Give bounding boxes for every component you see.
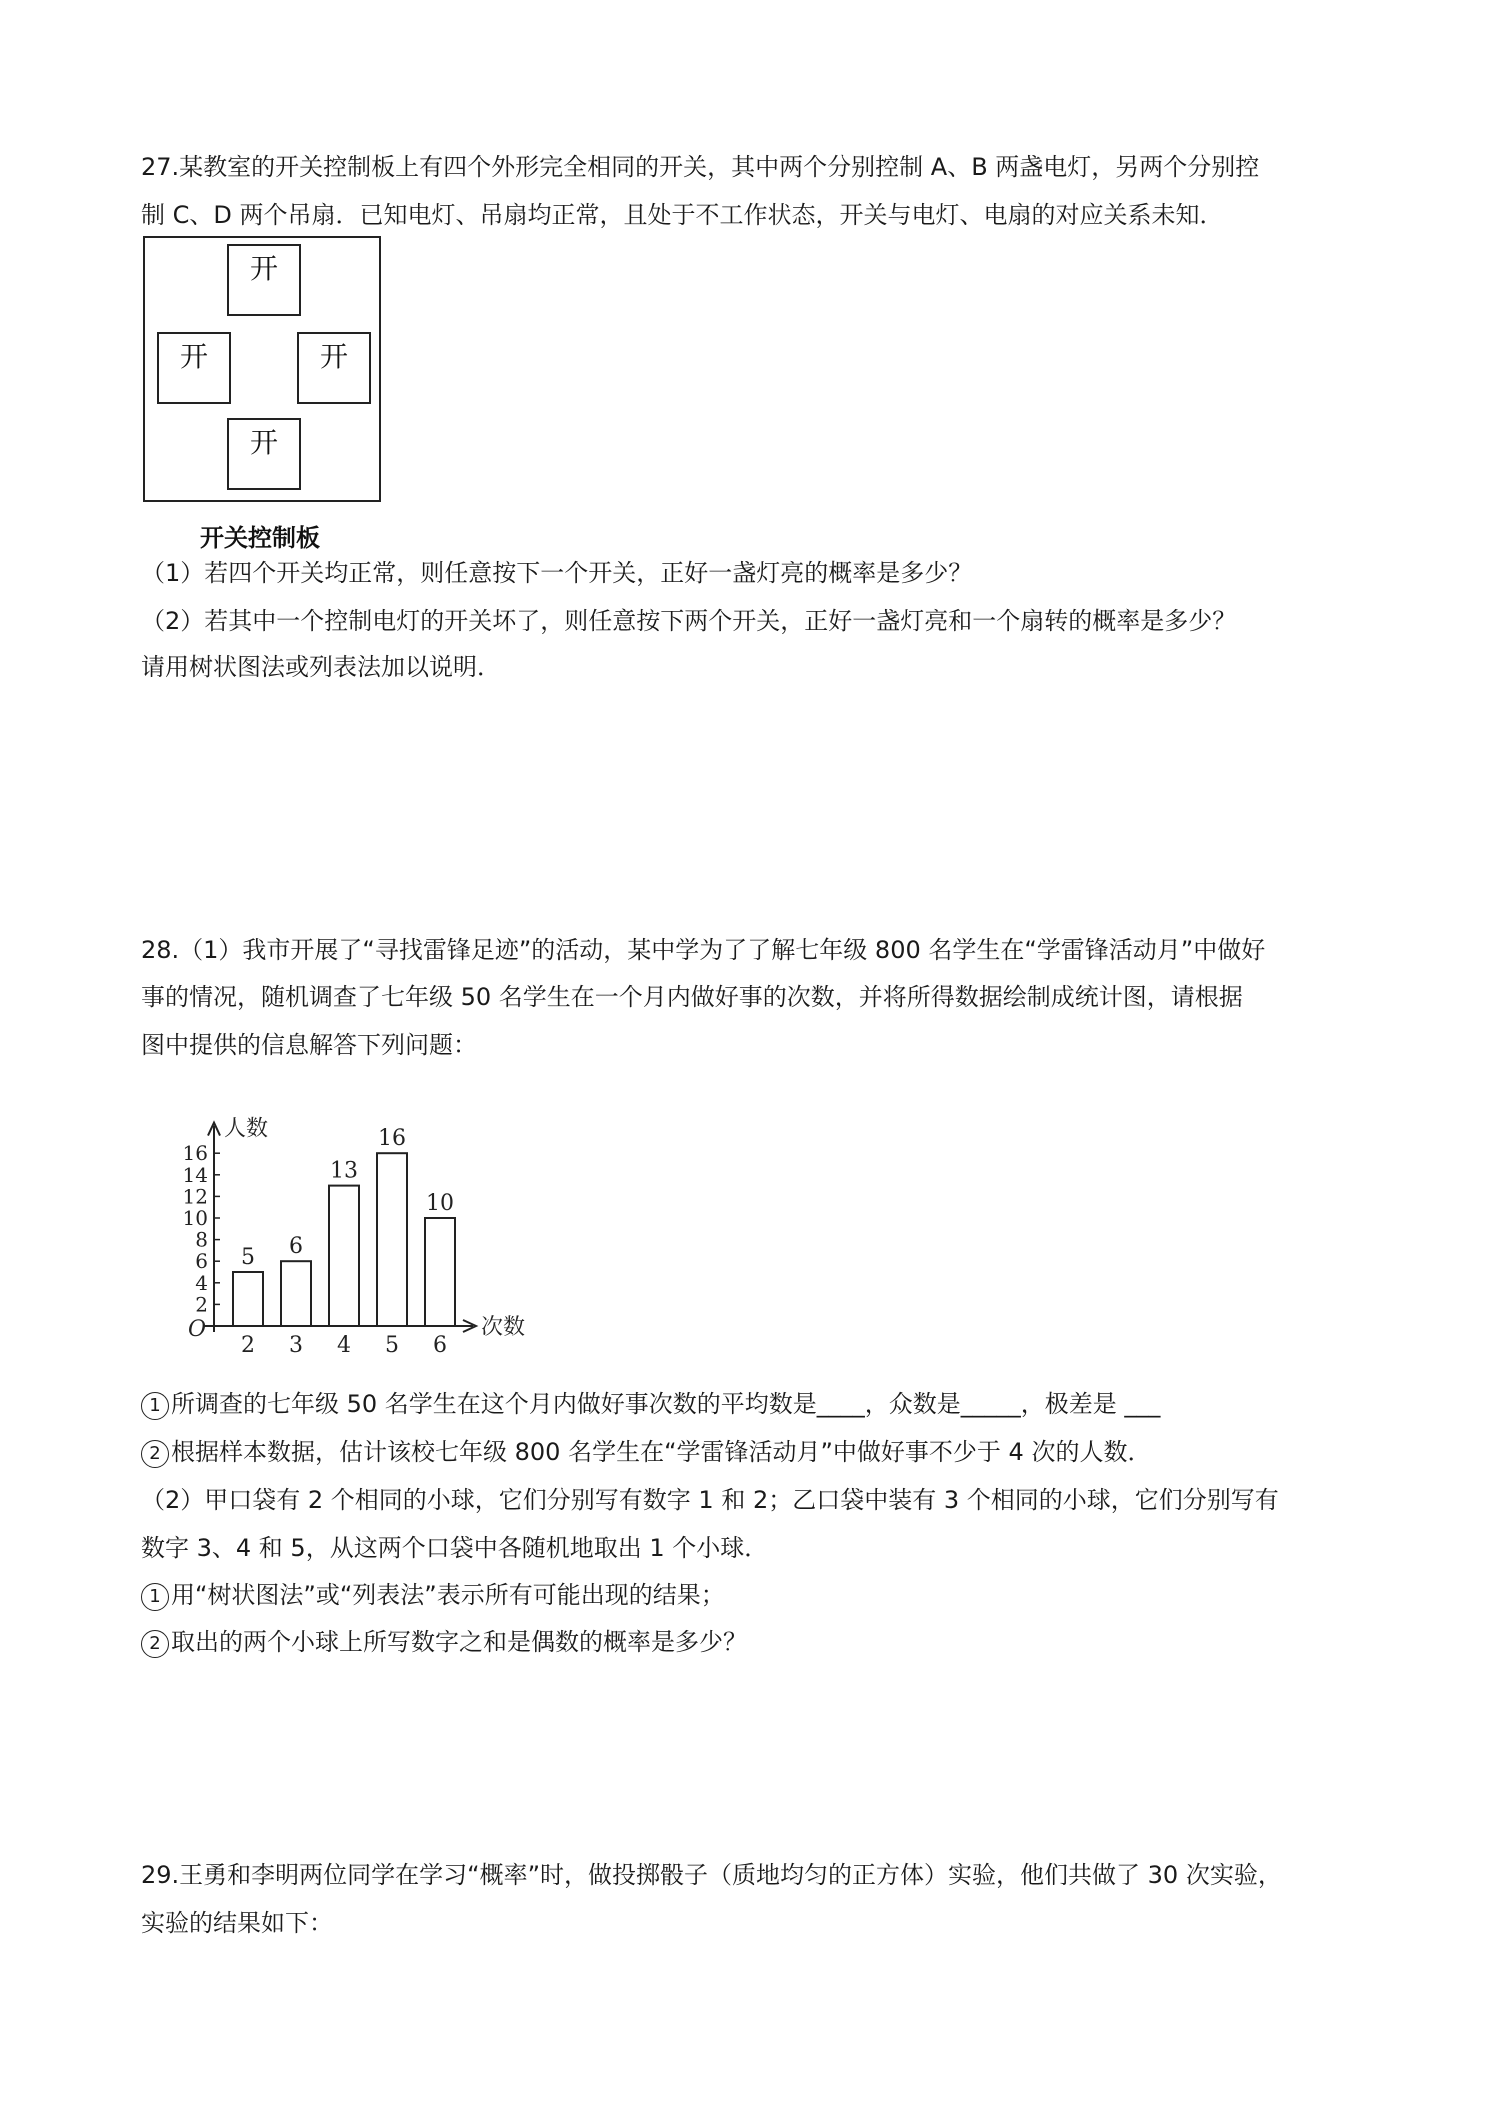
y-tick-label: 10 bbox=[182, 1206, 208, 1230]
origin-label: O bbox=[188, 1317, 207, 1342]
switch-top: 开 bbox=[227, 244, 301, 316]
q27-sub1: （1）若四个开关均正常，则任意按下一个开关，正好一盏灯亮的概率是多少？ bbox=[141, 559, 973, 587]
bar bbox=[329, 1186, 359, 1326]
bar bbox=[377, 1153, 407, 1326]
q28-item2-text: 根据样本数据，估计该校七年级 800 名学生在“学雷锋活动月”中做好事不少于 4 次的人数． bbox=[171, 1438, 1152, 1466]
q28-item1 bbox=[141, 1387, 1160, 1421]
q28-part2-item1-text: 用“树状图法”或“列表法”表示所有可能出现的结果； bbox=[171, 1581, 725, 1609]
bar-value-label: 5 bbox=[241, 1245, 255, 1270]
bar-value-label: 16 bbox=[378, 1126, 406, 1152]
y-tick-label: 6 bbox=[195, 1249, 208, 1274]
q29-line1: 29.王勇和李明两位同学在学习“概率”时，做投掷骰子（质地均匀的正方体）实验，他们共做了 30 次实验， bbox=[141, 1861, 1282, 1889]
q28-line3: 图中提供的信息解答下列问题： bbox=[141, 1031, 477, 1059]
bar bbox=[425, 1218, 455, 1326]
q29-line2: 实验的结果如下： bbox=[141, 1909, 333, 1937]
q28-item2 bbox=[141, 1435, 1151, 1469]
bar-value-label: 6 bbox=[289, 1234, 303, 1260]
bar-chart bbox=[168, 1068, 578, 1373]
circled-number-1: 1 bbox=[141, 1392, 169, 1420]
bar-value-label: 13 bbox=[330, 1158, 358, 1184]
y-tick-label: 8 bbox=[195, 1227, 208, 1252]
y-tick-label: 2 bbox=[195, 1292, 208, 1317]
x-tick-label: 5 bbox=[385, 1333, 399, 1358]
y-axis-label: 人数 bbox=[224, 1116, 269, 1142]
q28-item1-text: 所调查的七年级 50 名学生在这个月内做好事次数的平均数是____，众数是_____，极差是 ___ bbox=[171, 1390, 1161, 1418]
x-tick-label: 2 bbox=[241, 1333, 255, 1358]
y-tick-label: 4 bbox=[195, 1270, 208, 1295]
y-tick-label: 14 bbox=[182, 1162, 208, 1187]
switch-right: 开 bbox=[297, 332, 371, 404]
bar bbox=[281, 1261, 311, 1326]
q28-part2-line2: 数字 3、4 和 5，从这两个口袋中各随机地取出 1 个小球． bbox=[141, 1534, 769, 1562]
q27-line1: 27.某教室的开关控制板上有四个外形完全相同的开关，其中两个分别控制 A、B 两盏电灯，另两个分别控 bbox=[141, 153, 1260, 181]
switch-left: 开 bbox=[157, 332, 231, 404]
x-tick-label: 6 bbox=[433, 1333, 447, 1358]
panel-caption: 开关控制板 bbox=[200, 524, 320, 552]
circled-number-1: 1 bbox=[141, 1583, 169, 1611]
q28-part2-line1: （2）甲口袋有 2 个相同的小球，它们分别写有数字 1 和 2；乙口袋中装有 3 个相同的小球，它们分别写有 bbox=[141, 1486, 1279, 1514]
q28-line2: 事的情况，随机调查了七年级 50 名学生在一个月内做好事的次数，并将所得数据绘制成统计图，请根据 bbox=[141, 983, 1243, 1011]
x-tick-label: 4 bbox=[337, 1333, 351, 1358]
q27-sub2: （2）若其中一个控制电灯的开关坏了，则任意按下两个开关，正好一盏灯亮和一个扇转的概率是多少？ bbox=[141, 607, 1237, 635]
q27-line2: 制 C、D 两个吊扇．已知电灯、吊扇均正常，且处于不工作状态，开关与电灯、电扇的对应关系未知． bbox=[141, 201, 1224, 229]
q27-sub2b: 请用树状图法或列表法加以说明． bbox=[141, 653, 501, 681]
bar bbox=[233, 1272, 263, 1326]
circled-number-2: 2 bbox=[141, 1630, 169, 1658]
x-tick-label: 3 bbox=[289, 1333, 303, 1358]
x-axis-label: 次数 bbox=[481, 1315, 526, 1340]
switch-panel bbox=[143, 236, 381, 502]
switch-bottom: 开 bbox=[227, 418, 301, 490]
y-tick-label: 16 bbox=[182, 1141, 208, 1166]
circled-number-2: 2 bbox=[141, 1440, 169, 1468]
bar-value-label: 10 bbox=[426, 1191, 454, 1216]
q28-part2-item2-text: 取出的两个小球上所写数字之和是偶数的概率是多少？ bbox=[171, 1628, 747, 1656]
y-tick-label: 12 bbox=[182, 1184, 208, 1209]
q28-line1: 28.（1）我市开展了“寻找雷锋足迹”的活动，某中学为了了解七年级 800 名学生在“学雷锋活动月”中做好 bbox=[141, 936, 1266, 964]
q28-part2-item2 bbox=[141, 1625, 747, 1659]
q28-part2-item1 bbox=[141, 1578, 725, 1612]
